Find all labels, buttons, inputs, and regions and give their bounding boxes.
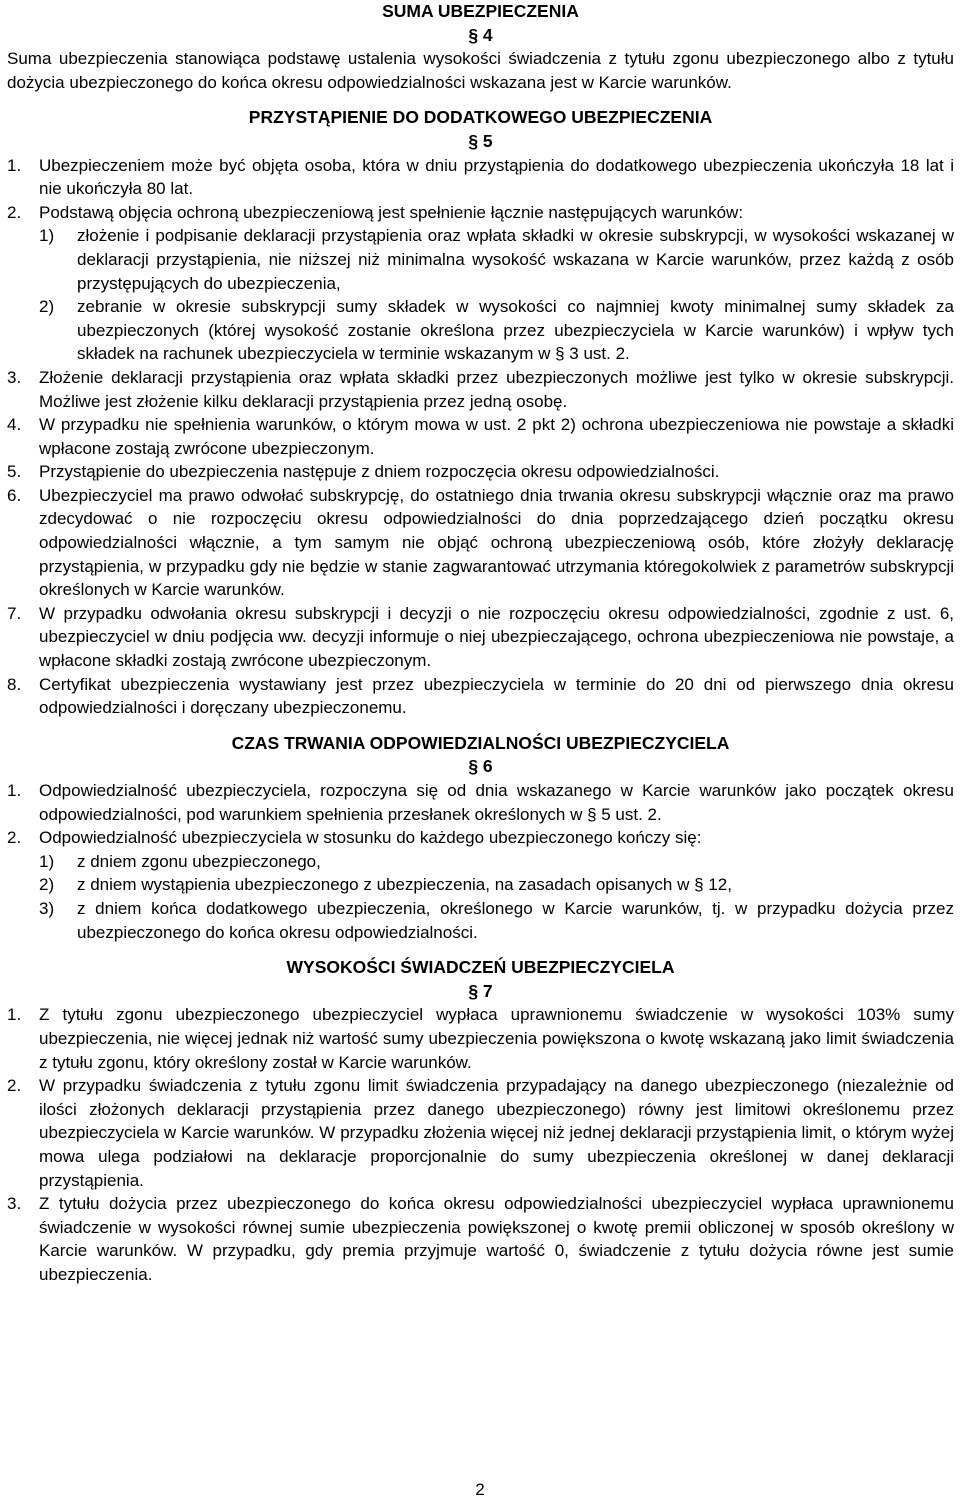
page-number: 2 [475, 1480, 485, 1499]
list-item: 1. Ubezpieczeniem może być objęta osoba, która w dniu przystąpienia do dodatkowego ubezpieczenia ukończyła 18 lat i nie ukończyła 80 lat. [7, 155, 954, 199]
list-item: 5. Przystąpienie do ubezpieczenia następuje z dniem rozpoczęcia okresu odpowiedzialności. [7, 462, 720, 482]
sub-list-item: 2) zebranie w okresie subskrypcji sumy składek w wysokości co najmniej kwoty minimalnej sumy składek za ubezpieczonych (której wysokość zostanie określona przez ubezpieczyciela w Karcie warunków) i wpływ tych składek na rachunek ubezpieczyciela w terminie wskazanym w § 3 ust. 2. [39, 297, 954, 364]
list-item: 1. Z tytułu zgonu ubezpieczonego ubezpieczyciel wypłaca uprawnionemu świadczenie w wysokości 103% sumy ubezpieczenia, nie więcej jednak niż wartość sumy ubezpieczenia powiększona o kwotę wskazaną jako limit świadczenia z tytułu zgonu, który określony został w Karcie warunków. [7, 1005, 954, 1072]
section-5-title: PRZYSTĄPIENIE DO DODATKOWEGO UBEZPIECZENIA [248, 107, 713, 128]
list-item: 2. Odpowiedzialność ubezpieczyciela w stosunku do każdego ubezpieczonego kończy się: 1) z dniem zgonu ubezpieczonego, 2) z dniem wystąpienia ubezpieczonego z ubezpieczenia, na zasadach opisanych w § 12, 3) z dniem końca dodatkowego ubezpieczenia, określonego w Karcie warunków, tj. w przypadku dożycia przez ubezpieczonego do końca okresu odpowiedzialności. [7, 826, 954, 944]
section-7-title: WYSOKOŚCI ŚWIADCZEŃ UBEZPIECZYCIELA [286, 957, 675, 978]
sub-list-item: 1) złożenie i podpisanie deklaracji przystąpienia oraz wpłata składki w okresie subskrypcji, w wysokości wskazanej w deklaracji przystąpienia, nie niższej niż minimalna wysokość wskazana w Karcie warunków, przez każdą z osób przystępujących do ubezpieczenia, [39, 226, 954, 293]
list-item: 2. W przypadku świadczenia z tytułu zgonu limit świadczenia przypadający na danego ubezpieczonego (niezależnie od ilości złożonych deklaracji przystąpienia przez danego ubezpieczonego) równy jest limitowi określonemu przez ubezpieczyciela w Karcie warunków. W przypadku złożenia więcej niż jednej deklaracji przystąpienia limit, o którym wyżej mowa ulega podziałowi na deklaracje proporcjonalnie do sumy ubezpieczenia określonej w danej deklaracji przystąpienia. [7, 1076, 954, 1190]
section-4 [7, 0, 954, 94]
list-item: 3. Z tytułu dożycia przez ubezpieczonego do końca okresu odpowiedzialności ubezpieczyciel wypłaca uprawnionemu świadczenie w wysokości równej sumie ubezpieczenia powiększonej o kwotę premii obliczonej w sposób określony w Karcie warunków. W przypadku, gdy premia przyjmuje wartość 0, świadczenie z tytułu dożycia równe jest sumie ubezpieczenia. [7, 1194, 954, 1284]
list-item: 6. Ubezpieczyciel ma prawo odwołać subskrypcję, do ostatniego dnia trwania okresu subskrypcji włącznie oraz ma prawo zdecydować o nie rozpoczęciu okresu odpowiedzialności do dnia poprzedzającego dzień początku okresu odpowiedzialności włącznie, a tym samym nie objąć ochroną ubezpieczeniową osób, które złożyły deklarację przystąpienia, w przypadku gdy nie będzie w stanie zagwarantować utrzymania któregokolwiek z parametrów subskrypcji określonych w Karcie warunków. [7, 485, 954, 600]
list-item: 3. Złożenie deklaracji przystąpienia oraz wpłata składki przez ubezpieczonych możliwe jest tylko w okresie subskrypcji. Możliwe jest złożenie kilku deklaracji przystąpienia przez jedną osobę. [7, 367, 954, 411]
list-item: 2. Podstawą objęcia ochroną ubezpieczeniową jest spełnienie łącznie następujących warunków: 1) złożenie i podpisanie deklaracji przystąpienia oraz wpłata składki w okresie subskrypcji, w wysokości wskazanej w deklaracji przystąpienia, nie niższej niż minimalna wysokość wskazana w Karcie warunków, przez każdą z osób przystępujących do ubezpieczenia, 2) zebranie w okresie subskrypcji sumy składek w wysokości co najmniej kwoty minimalnej sumy składek za ubezpieczonych (której wysokość zostanie określona przez ubezpieczyciela w Karcie warunków) i wpływ tych składek na rachunek ubezpieczyciela w terminie wskazanym w § 3 ust. 2. [7, 201, 954, 366]
list-item: 4. W przypadku nie spełnienia warunków, o którym mowa w ust. 2 pkt 2) ochrona ubezpieczeniowa nie powstaje a składki wpłacone zostają zwrócone ubezpieczonym. [7, 415, 954, 458]
sub-list-item: 2) z dniem wystąpienia ubezpieczonego z ubezpieczenia, na zasadach opisanych w § 12, [39, 875, 732, 895]
section-6 [7, 732, 954, 944]
sub-list-item: 1) z dniem zgonu ubezpieczonego, [39, 851, 321, 871]
section-4-number: § 4 [468, 24, 493, 45]
list-item: 7. W przypadku odwołania okresu subskrypcji i decyzji o nie rozpoczęciu okresu odpowiedzialności, zgodnie z ust. 6, ubezpieczyciel w dniu podjęcia ww. decyzji informuje o niej ubezpieczającego, ochrona ubezpieczeniowa nie powstaje, a wpłacone składki zostają zwrócone ubezpieczonym. [7, 603, 954, 671]
section-4-title: SUMA UBEZPIECZENIA [382, 1, 579, 21]
section-5-number: § 5 [468, 130, 493, 151]
list-item: 1. Odpowiedzialność ubezpieczyciela, rozpoczyna się od dnia wskazanego w Karcie warunków jako początek okresu odpowiedzialności, pod warunkiem spełnienia przesłanek określonych w § 5 ust. 2. [7, 781, 954, 824]
section-4-body: Suma ubezpieczenia stanowiąca podstawę ustalenia wysokości świadczenia z tytułu zgonu ubezpieczonego albo z tytułu dożycia ubezpieczonego do końca okresu odpowiedzialności wskazana jest w Karcie warunków. [7, 49, 954, 92]
section-6-title: CZAS TRWANIA ODPOWIEDZIALNOŚCI UBEZPIECZYCIELA [231, 732, 730, 753]
list-item: 8. Certyfikat ubezpieczenia wystawiany jest przez ubezpieczyciela w terminie do 20 dni od pierwszego dnia okresu odpowiedzialności i doręczany ubezpieczonemu. [7, 674, 954, 718]
section-6-number: § 6 [468, 756, 493, 777]
section-5 [7, 106, 954, 719]
sub-list-item: 3) z dniem końca dodatkowego ubezpieczenia, określonego w Karcie warunków, tj. w przypadku dożycia przez ubezpieczonego do końca okresu odpowiedzialności. [39, 898, 954, 942]
section-7 [7, 956, 954, 1286]
document-page [7, 0, 954, 1286]
section-7-number: § 7 [468, 980, 493, 1001]
